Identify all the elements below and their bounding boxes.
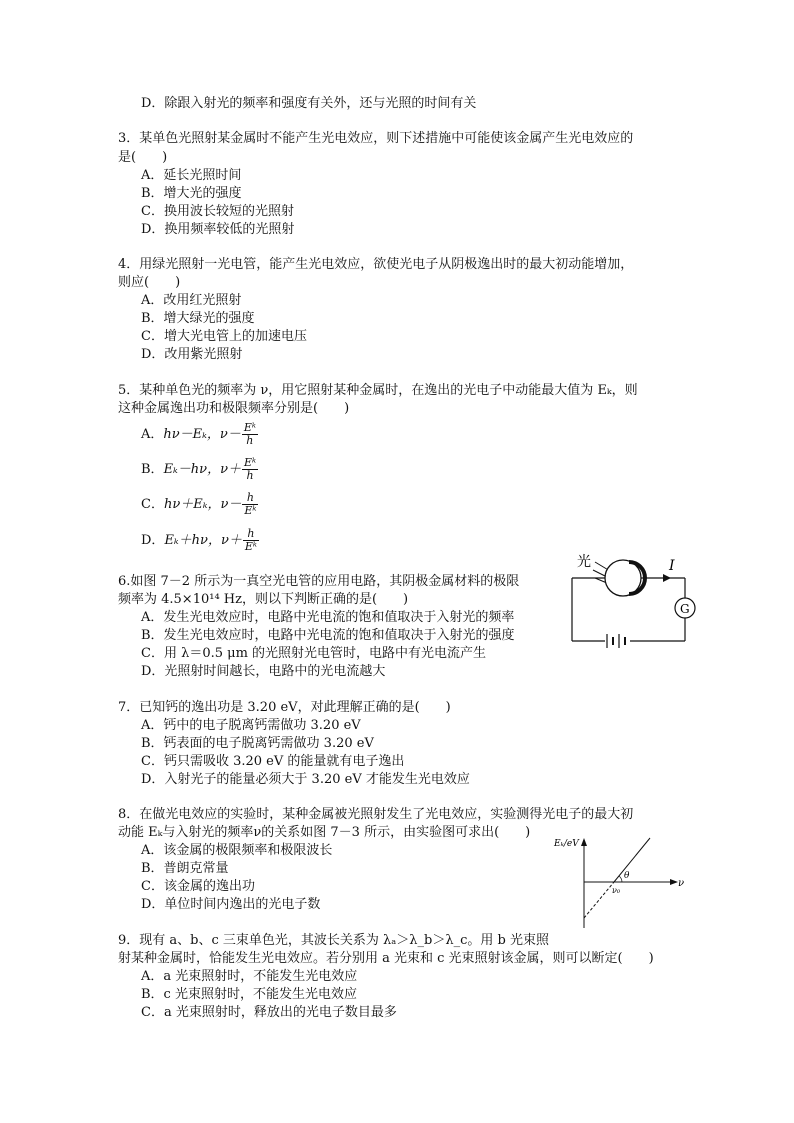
- fraction-numerator: h: [243, 528, 259, 541]
- q7-option-b: B．钙表面的电子脱离钙需做功 3.20 eV: [141, 736, 374, 751]
- q5-stem-line2: 这种金属逸出功和极限频率分别是( ): [118, 401, 350, 416]
- x-axis-arrow-icon: [670, 879, 678, 885]
- q8-option-b: B．普朗克常量: [141, 861, 229, 876]
- q4-option-a: A．改用红光照射: [141, 293, 242, 308]
- fraction: [243, 528, 259, 553]
- graph-line: [614, 838, 650, 882]
- fraction: [242, 457, 258, 482]
- q6-option-b: B．发生光电效应时，电路中光电流的饱和值取决于入射光的强度: [141, 628, 515, 643]
- option-label: D．: [141, 533, 165, 548]
- q6-option-c: C．用 λ＝0.5 μm 的光照射光电管时，电路中有光电流产生: [141, 646, 487, 661]
- galvanometer-label: G: [680, 602, 690, 616]
- q3-option-a: A．延长光照时间: [141, 168, 242, 183]
- q7-option-c: C．钙只需吸收 3.20 eV 的能量就有电子逸出: [141, 754, 405, 769]
- q3-option-b: B．增大光的强度: [141, 186, 242, 201]
- q7-stem-line1: 7．已知钙的逸出功是 3.20 eV，对此理解正确的是( ): [118, 700, 451, 715]
- option-expression: hν－Eₖ，ν－: [163, 427, 241, 442]
- photocell-circuit-figure: [565, 548, 715, 648]
- q9-option-c: C．a 光束照射时，释放出的光电子数目最多: [141, 1005, 397, 1020]
- option-expression: Eₖ＋hν，ν＋: [164, 533, 242, 548]
- q7-option-d: D．入射光子的能量必须大于 3.20 eV 才能发生光电效应: [141, 772, 470, 787]
- q3-stem-line2: 是( ): [118, 150, 168, 165]
- y-axis-label: Eₖ/eV: [554, 839, 579, 849]
- q8-option-d: D．单位时间内逸出的光电子数: [141, 897, 321, 912]
- q7-option-a: A．钙中的电子脱离钙需做功 3.20 eV: [141, 718, 361, 733]
- option-label: B．: [141, 462, 164, 477]
- q9-option-a: A．a 光束照射时，不能发生光电效应: [141, 969, 358, 984]
- option-expression: Eₖ－hν，ν＋: [163, 462, 241, 477]
- light-label: 光: [577, 554, 591, 570]
- q3-option-d: D．换用频率较低的光照射: [141, 222, 295, 237]
- q8-stem-line1: 8．在做光电效应的实验时，某种金属被光照射发生了光电效应，实验测得光电子的最大初: [118, 807, 634, 822]
- q6-stem-line2: 频率为 4.5×10¹⁴ Hz，则以下判断正确的是( ): [118, 592, 409, 607]
- fraction-denominator: h: [246, 469, 254, 482]
- fraction-numerator: Eᵏ: [243, 421, 256, 434]
- q6-option-a: A．发生光电效应时，电路中光电流的饱和值取决于入射光的频率: [141, 610, 515, 625]
- q3-option-c: C．换用波长较短的光照射: [141, 204, 294, 219]
- q6-stem-line1: 6.如图 7－2 所示为一真空光电管的应用电路，其阴极金属材料的极限: [118, 574, 520, 589]
- option-label: C．: [141, 497, 164, 512]
- x-axis-label: ν: [678, 878, 685, 889]
- y-axis-arrow-icon: [581, 838, 587, 846]
- q8-option-c: C．该金属的逸出功: [141, 879, 255, 894]
- current-arrow-icon: [663, 574, 671, 582]
- q5-stem-line1: 5．某种单色光的频率为 ν，用它照射某种金属时，在逸出的光电子中动能最大值为 Eₖ，则: [118, 383, 638, 398]
- fraction: [242, 422, 258, 447]
- ek-frequency-graph: [550, 832, 690, 932]
- angle-label: θ: [624, 871, 630, 881]
- q4-stem-line2: 则应( ): [118, 275, 181, 290]
- q4-stem-line1: 4．用绿光照射一光电管，能产生光电效应，欲使光电子从阴极逸出时的最大初动能增加，: [118, 257, 634, 272]
- q9-option-b: B．c 光束照射时，不能发生光电效应: [141, 987, 357, 1002]
- q4-option-d: D．改用紫光照射: [141, 347, 243, 362]
- q5-option-a: [141, 420, 258, 450]
- current-label: I: [669, 558, 675, 574]
- angle-arc: [619, 876, 622, 882]
- fraction-numerator: Eᵏ: [243, 456, 257, 469]
- q5-option-b: [141, 455, 258, 485]
- q9-stem-line2: 射某种金属时，恰能发生光电效应。若分别用 a 光束和 c 光束照射该金属，则可以断定( ): [118, 951, 654, 966]
- fraction: [242, 492, 258, 517]
- nu0-label: ν₀: [612, 886, 621, 895]
- fraction-denominator: Eᵏ: [244, 540, 257, 553]
- option-label: A．: [141, 427, 164, 442]
- q5-option-d: [141, 526, 259, 556]
- graph-extension-dashed: [584, 882, 614, 918]
- q8-stem-line2: 动能 Eₖ与入射光的频率ν的关系如图 7－3 所示，由实验图可求出( ): [118, 825, 531, 840]
- q9-stem-line1: 9．现有 a、b、c 三束单色光，其波长关系为 λₐ＞λ_b＞λ_c。用 b 光束照: [118, 933, 549, 948]
- fraction-numerator: h: [242, 492, 258, 505]
- fraction-denominator: Eᵏ: [244, 504, 257, 517]
- q5-option-c: [141, 490, 258, 520]
- q8-option-a: A．该金属的极限频率和极限波长: [141, 843, 333, 858]
- q4-option-b: B．增大绿光的强度: [141, 311, 255, 326]
- option-expression: hν＋Eₖ，ν－: [163, 497, 242, 512]
- fraction-denominator: h: [246, 434, 254, 447]
- q3-stem-line1: 3．某单色光照射某金属时不能产生光电效应，则下述措施中可能使该金属产生光电效应的: [118, 131, 634, 146]
- q6-option-d: D．光照射时间越长，电路中的光电流越大: [141, 664, 386, 679]
- q4-option-c: C．增大光电管上的加速电压: [141, 329, 307, 344]
- q2-option-d: D．除跟入射光的频率和强度有关外，还与光照的时间有关: [141, 96, 477, 111]
